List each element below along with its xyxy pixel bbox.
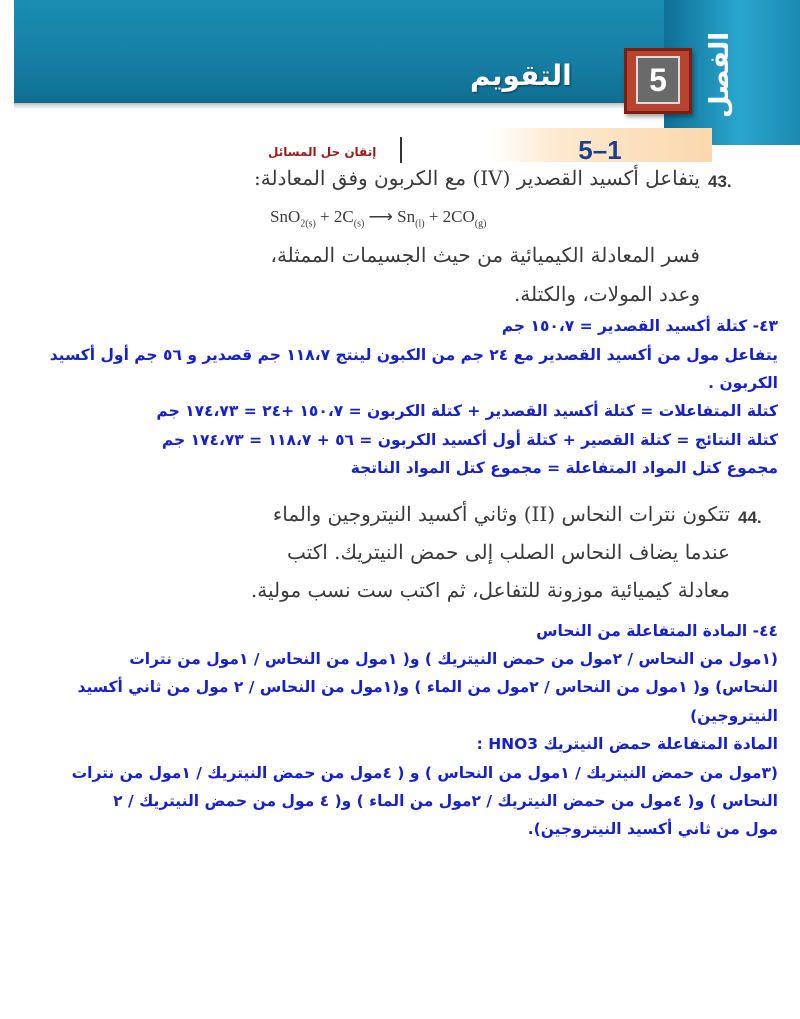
header-shadow xyxy=(14,103,694,109)
answer-43-line2: يتفاعل مول من أكسيد القصدير مع ٢٤ جم من الكبون لينتج ١١٨،٧ جم قصدير و ٥٦ جم أول أكسيد xyxy=(49,346,778,364)
answer-43-line5: كتلة النتائج = كتلة القصير + كتلة أول أكسيد الكربون = ٥٦ + ١١٨،٧ = ١٧٤،٧٣ جم xyxy=(161,431,778,449)
answer-44-line5: المادة المتفاعلة حمض النيتريك HNO3 : xyxy=(476,735,778,753)
question-44-line3: معادلة كيميائية موزونة للتفاعل، ثم اكتب ست نسب مولية. xyxy=(250,578,730,602)
answer-44-line6: (٣مول من حمض النيتريك / ١مول من النحاس ) و ( ٤مول من حمض النيتريك / ١مول من نترات xyxy=(71,764,778,782)
answer-44-line8: مول من ثاني أكسيد النيتروجين). xyxy=(527,820,778,838)
chapter-side-label: الفصل xyxy=(705,31,735,119)
question-43-line3: وعدد المولات، والكتلة. xyxy=(513,282,700,306)
answer-43-line1: ٤٣- كتلة أكسيد القصدير = ١٥٠،٧ جم xyxy=(501,317,778,335)
answer-44-line2: (١مول من النحاس / ٢مول من حمض النيتريك ) و( ١مول من النحاس / ١مول من نترات xyxy=(129,650,778,668)
question-43-line1: يتفاعل أكسيد القصدير (IV) مع الكربون وفق المعادلة: xyxy=(253,166,700,190)
answer-43-line4: كتلة المتفاعلات = كتلة أكسيد القصدير + كتلة الكربون = ١٥٠،٧ +٢٤ = ١٧٤،٧٣ جم xyxy=(156,402,778,420)
chapter-number: 5 xyxy=(636,56,680,104)
chapter-title: التقويم xyxy=(470,58,572,92)
skill-divider xyxy=(400,137,402,163)
question-43-number: 43. xyxy=(708,172,732,191)
answer-44-line1: ٤٤- المادة المتفاعلة من النحاس xyxy=(536,622,778,640)
section-number: 5–1 xyxy=(578,134,622,165)
question-44-line2: عندما يضاف النحاس الصلب إلى حمض النيتريك. اكتب xyxy=(287,540,730,564)
question-43-equation: $SnO_{2(s)} + 2C_{(s)}$ ⟶ $Sn_{(l)} + 2CO_{(g)}$ xyxy=(270,207,487,230)
question-44-number: 44. xyxy=(738,508,762,527)
question-44-line1: تتكون نترات النحاس (II) وثاني أكسيد النيتروجين والماء xyxy=(272,502,730,526)
answer-44-line3: النحاس) و( ١مول من النحاس / ٢مول من الماء ) و(١مول من النحاس / ٢ مول من ثاني أكسيد xyxy=(77,678,778,696)
answer-43-line3: الكربون . xyxy=(708,374,778,392)
answer-43-line6: مجموع كتل المواد المتفاعلة = مجموع كتل المواد الناتجة xyxy=(350,459,778,477)
question-43-line2: فسر المعادلة الكيميائية من حيث الجسيمات الممثلة، xyxy=(270,243,700,267)
answer-44-line7: النحاس ) و( ٤مول من حمض النيتريك / ٢مول من الماء ) و( ٤ مول من حمض النيتريك / ٢ xyxy=(113,792,778,810)
answer-44-line4: النيتروجين) xyxy=(690,707,778,725)
skill-label: إتقان حل المسائل xyxy=(268,145,377,159)
